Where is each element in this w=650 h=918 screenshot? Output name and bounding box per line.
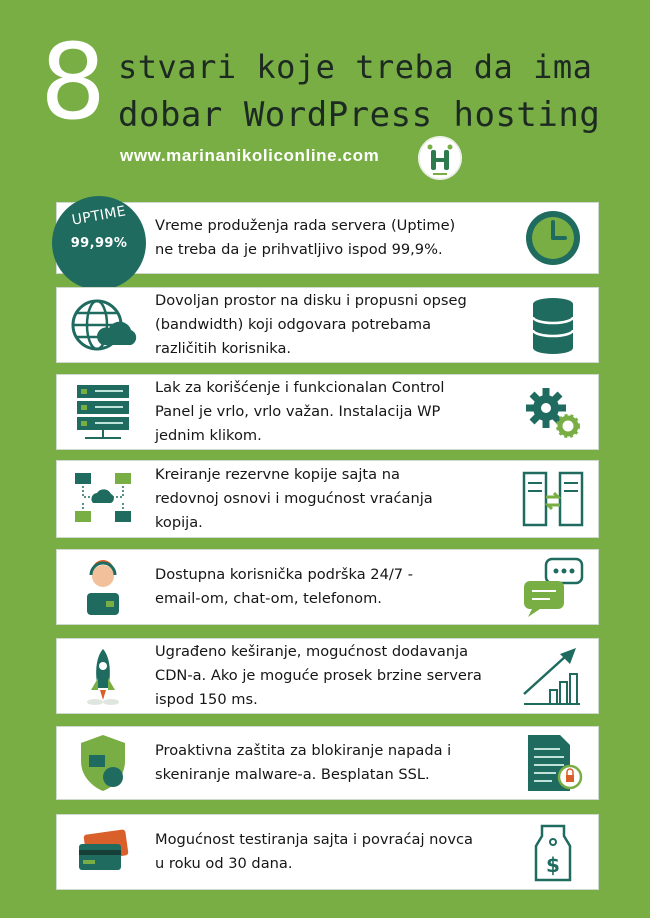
network-computers-icon — [67, 469, 139, 529]
feature-text: Proaktivna zaštita za blokiranje napada i skeniranje malware-a. Besplatan SSL. — [155, 742, 452, 783]
clock-icon — [520, 208, 586, 268]
feature-text: Vreme produženja rada servera (Uptime) ne treba da je prihvatljivo ispod 99,9%. — [155, 217, 456, 258]
secure-document-icon — [520, 733, 586, 793]
feature-card-backup — [56, 460, 599, 538]
feature-card-security — [56, 726, 599, 800]
feature-text: Dostupna korisnička podrška 24/7 - email-om, chat-om, telefonom. — [155, 566, 413, 607]
growth-chart-icon — [520, 646, 586, 706]
credit-cards-icon — [67, 822, 139, 882]
price-tag-icon — [520, 822, 586, 882]
uptime-value: 99,99% — [70, 236, 128, 251]
feature-text: Ugrađeno keširanje, mogućnost dodavanja CDN-a. Ako je moguće prosek brzine servera ispod 150 ms. — [155, 643, 482, 708]
feature-text: Kreiranje rezervne kopije sajta na redovnoj osnovi i mogućnost vraćanja kopija. — [155, 466, 433, 531]
database-icon — [520, 295, 586, 355]
globe-cloud-icon — [67, 295, 139, 355]
uptime-badge — [52, 196, 146, 290]
feature-text: Mogućnost testiranja sajta i povraćaj novca u roku od 30 dana. — [155, 831, 473, 872]
svg-text:$: $ — [546, 853, 560, 877]
uptime-label: UPTIME — [70, 203, 128, 229]
support-agent-icon — [67, 557, 139, 617]
title-number: 8 — [40, 21, 107, 143]
title-line-1: stvari koje treba da ima — [118, 48, 593, 86]
gears-icon — [520, 382, 586, 442]
chat-bubbles-icon — [520, 557, 586, 617]
brand-logo-icon — [418, 136, 462, 180]
feature-card-control-panel — [56, 374, 599, 450]
feature-text: Lak za korišćenje i funkcionalan Control Panel je vrlo, vrlo važan. Instalacija WP jednim klikom. — [155, 379, 445, 444]
rocket-icon — [67, 646, 139, 706]
feature-card-caching — [56, 638, 599, 714]
feature-card-money-back — [56, 814, 599, 890]
website-url: www.marinanikoliconline.com — [120, 146, 380, 165]
server-sync-icon — [520, 469, 586, 529]
server-rack-icon — [67, 382, 139, 442]
feature-text: Dovoljan prostor na disku i propusni opseg (bandwidth) koji odgovara potrebama različitih korisnika. — [155, 292, 467, 357]
feature-card-support — [56, 549, 599, 625]
shield-icon — [67, 733, 139, 793]
feature-card-storage — [56, 287, 599, 363]
title-line-2: dobar WordPress hosting — [118, 95, 601, 135]
